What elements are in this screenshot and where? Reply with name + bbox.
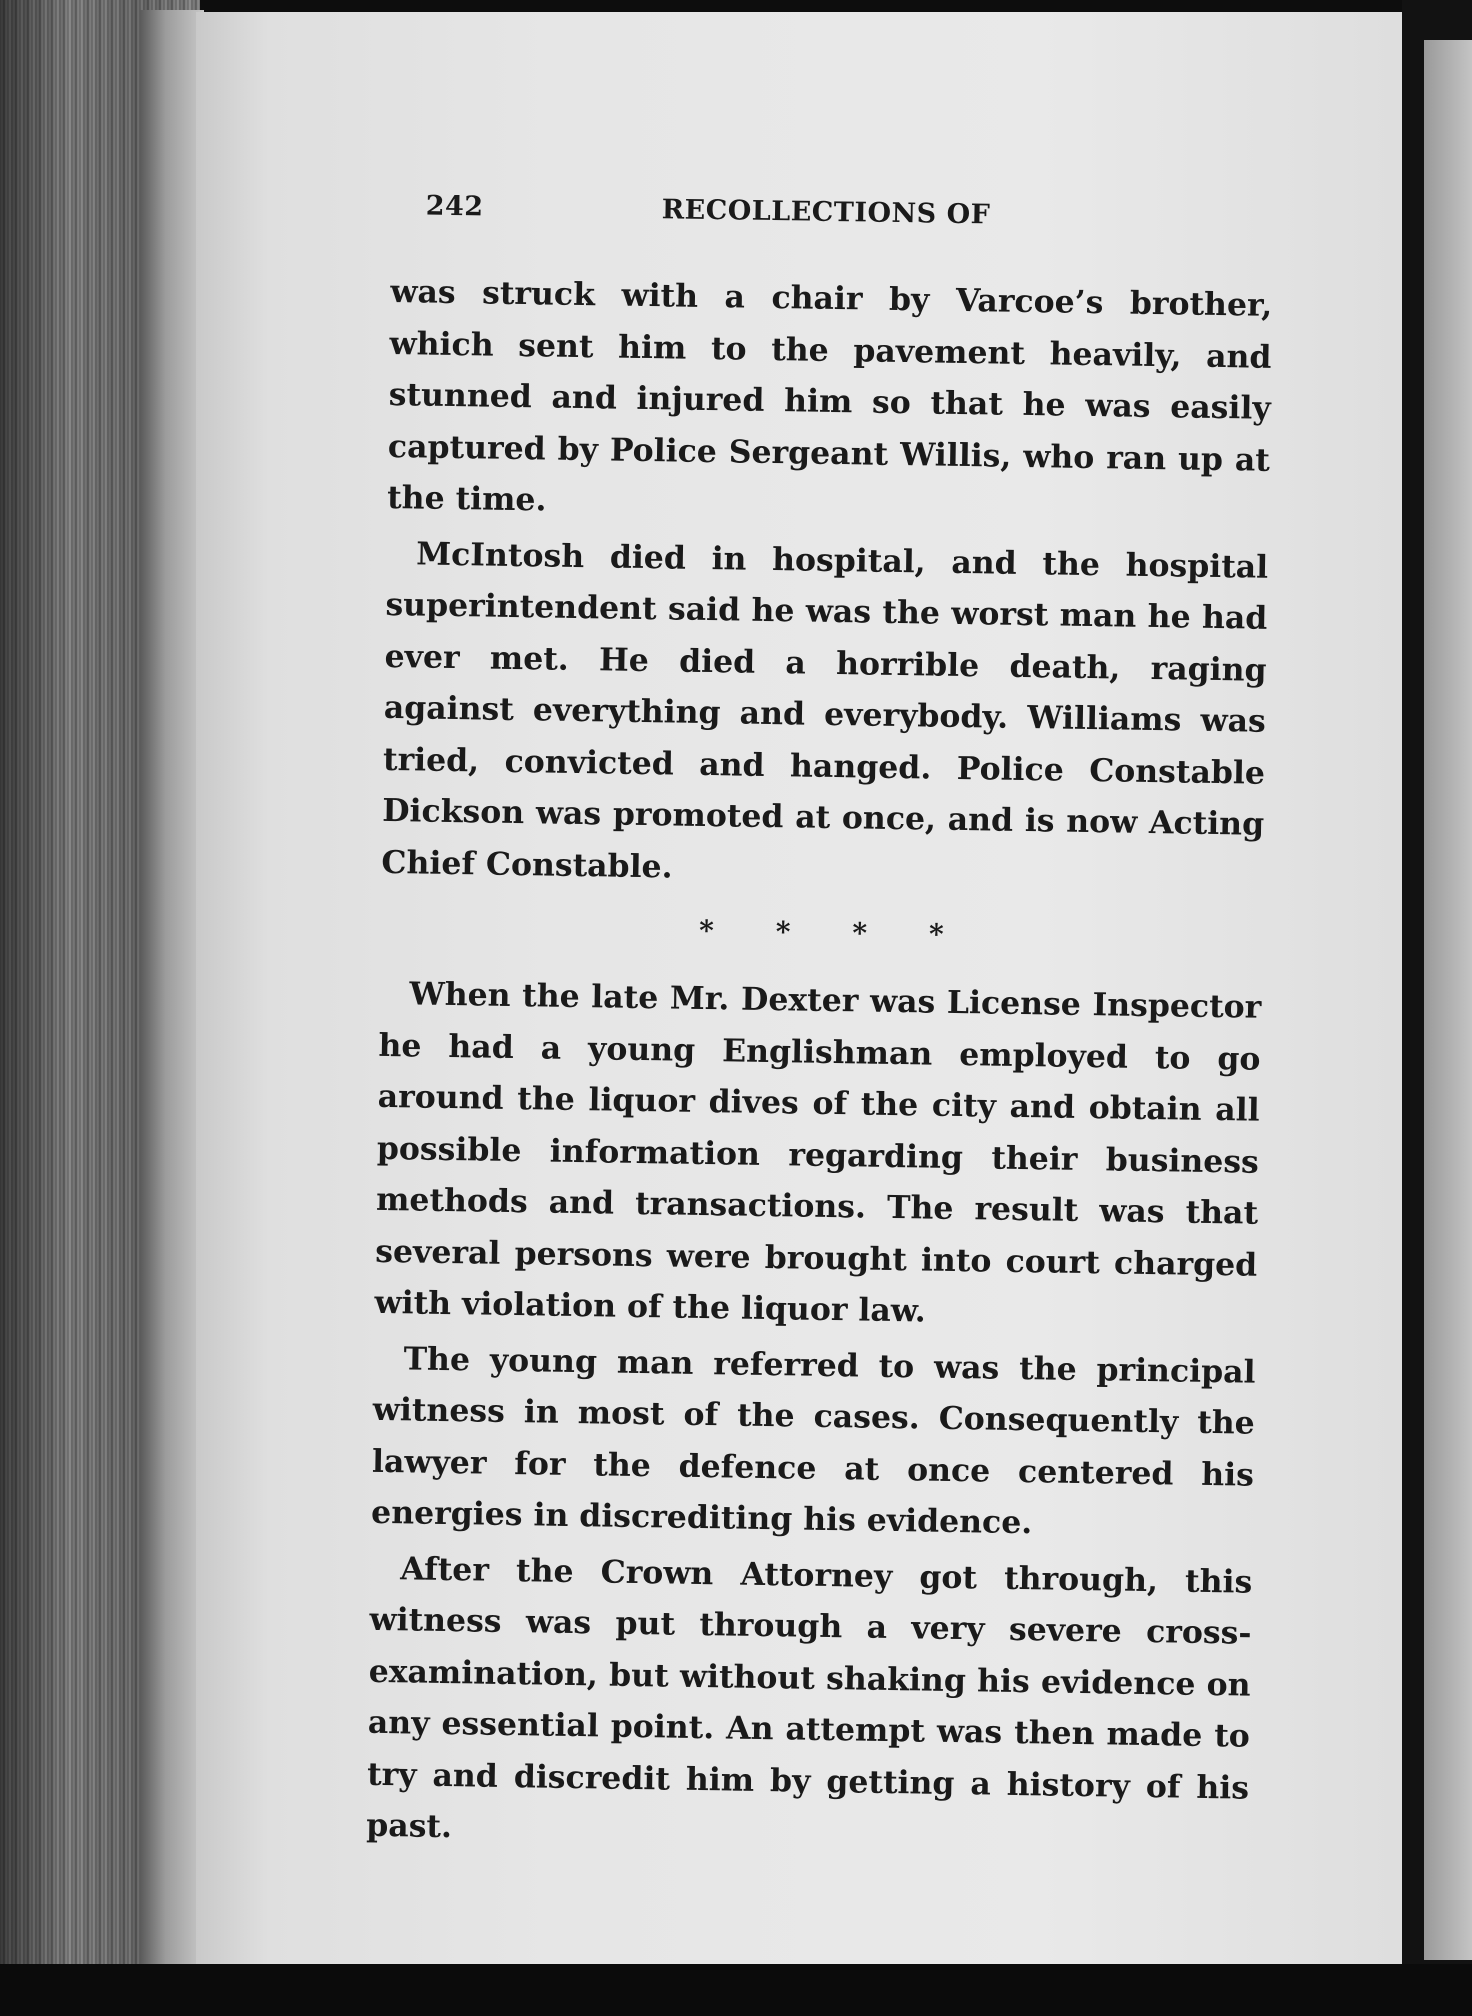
separator-asterisk: * [928,917,944,951]
scan-border-bottom [0,1964,1472,2016]
section-separator [380,896,1263,970]
paragraph-continuation: was struck with a chair by Varcoe’s brother, which sent him to the pavement heavily, and stunned and injured him so that he was easily captured by Police Sergeant Willis, who ran up at the time. [386,272,1273,519]
page-number: 242 [425,190,484,223]
separator-asterisk: * [852,916,868,950]
paragraph-witness: The young man referred to was the principal witness in most of the cases. Consequently the lawyer for the defence at once centered his energies in discrediting his evidence. [370,1339,1256,1542]
separator-asterisk: * [775,915,791,949]
facing-page-edge [1424,40,1472,1960]
paragraph-dexter: When the late Mr. Dexter was License Inspector he had a young Englishman employed to go around the liquor dives of the city and obtain all possible information regarding their business methods and transactions. The result was that several persons were brought into court charged with violation of the liquor law. [374,975,1262,1330]
paragraph-cross-examination: After the Crown Attorney got through, this witness was put through a very severe cross-examination, but without shaking his evidence on any essential point. An attempt was then made to try and discredit him by getting a history of his past. [366,1549,1253,1846]
separator-asterisk: * [698,913,715,948]
book-gutter [140,10,204,1970]
page-text-block [366,190,1274,1865]
running-head-title: RECOLLECTIONS OF [661,194,991,231]
paragraph-mcintosh: McIntosh died in hospital, and the hospital superintendent said he was the worst man he had ever met. He died a horrible death, raging against everything and everybody. Williams was tried, convicted and hanged. Police Constable Dickson was promoted at once, and is now Acting Chief Constable. [381,534,1269,885]
